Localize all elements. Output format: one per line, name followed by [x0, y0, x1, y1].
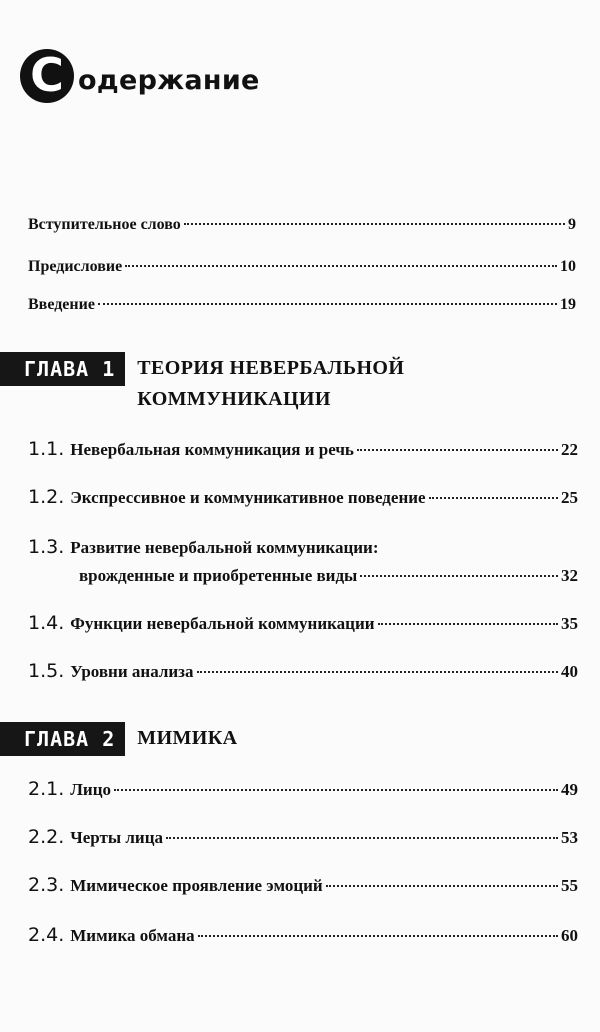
- leader-dots: [378, 623, 558, 625]
- chapter-title: [137, 723, 237, 756]
- toc-entry-label: Невербальная коммуникация и речь: [70, 440, 354, 459]
- title-initial-circle: [20, 49, 74, 103]
- leader-dots: [326, 885, 558, 887]
- toc-entry-page: 40: [561, 662, 578, 681]
- title-initial: С: [30, 47, 64, 102]
- toc-entry-page: 10: [560, 258, 576, 275]
- leader-dots: [198, 935, 558, 937]
- chapter-2-header[interactable]: [0, 722, 238, 756]
- toc-entry-page: 25: [561, 488, 578, 507]
- chapter-title-line: МИМИКА: [137, 727, 238, 749]
- toc-entry-2-3[interactable]: [28, 874, 578, 896]
- toc-entry-foreword[interactable]: [28, 216, 576, 234]
- toc-entry-label: Черты лица: [70, 828, 164, 847]
- toc-entry-label: Мимика обмана: [70, 926, 195, 945]
- toc-entry-label: Лицо: [70, 780, 112, 799]
- toc-entry-introduction[interactable]: [28, 296, 576, 314]
- leader-dots: [114, 789, 558, 791]
- leader-dots: [166, 837, 558, 839]
- chapter-1-header[interactable]: [0, 352, 404, 415]
- toc-entry-label: Предисловие: [28, 258, 123, 275]
- title-text: одержание: [78, 64, 260, 96]
- leader-dots: [429, 497, 558, 499]
- page-title: [20, 46, 260, 106]
- toc-entry-page: 35: [561, 614, 578, 633]
- section-number: 1.4.: [28, 612, 65, 634]
- toc-entry-1-4[interactable]: [28, 612, 578, 634]
- toc-entry-label: Введение: [28, 296, 95, 313]
- toc-entry-page: 32: [561, 566, 578, 585]
- toc-entry-label: Экспрессивное и коммуникативное поведение: [70, 488, 426, 507]
- toc-entry-label: Функции невербальной коммуникации: [70, 614, 375, 633]
- toc-entry-1-1[interactable]: [28, 438, 578, 460]
- toc-entry-page: 60: [561, 926, 578, 945]
- toc-entry-2-4[interactable]: [28, 924, 578, 946]
- leader-dots: [360, 575, 558, 577]
- toc-entry-label: Вступительное слово: [28, 216, 181, 233]
- section-number: 2.1.: [28, 778, 65, 800]
- section-number: 2.3.: [28, 874, 65, 896]
- chapter-title: [137, 353, 404, 415]
- toc-entry-1-5[interactable]: [28, 660, 578, 682]
- toc-entry-page: 22: [561, 440, 578, 459]
- leader-dots: [98, 303, 557, 305]
- toc-entry-label: Мимическое проявление эмоций: [70, 876, 323, 895]
- toc-entry-page: 49: [561, 780, 578, 799]
- toc-entry-1-3[interactable]: [28, 536, 578, 586]
- chapter-badge: ГЛАВА 2: [0, 722, 125, 756]
- toc-entry-label-line2: врожденные и приобретенные виды: [79, 566, 358, 585]
- toc-entry-2-2[interactable]: [28, 826, 578, 848]
- chapter-title-line: КОММУНИКАЦИИ: [137, 388, 331, 410]
- leader-dots: [357, 449, 558, 451]
- leader-dots: [184, 223, 565, 225]
- chapter-title-line: ТЕОРИЯ НЕВЕРБАЛЬНОЙ: [137, 357, 405, 379]
- toc-entry-1-2[interactable]: [28, 486, 578, 508]
- leader-dots: [197, 671, 558, 673]
- section-number: 1.3.: [28, 536, 65, 558]
- toc-entry-preface[interactable]: [28, 258, 576, 276]
- toc-entry-page: 55: [561, 876, 578, 895]
- section-number: 2.4.: [28, 924, 65, 946]
- section-number: 1.1.: [28, 438, 65, 460]
- toc-entry-label: Развитие невербальной коммуникации:: [70, 538, 379, 557]
- toc-entry-page: 53: [561, 828, 578, 847]
- section-number: 1.2.: [28, 486, 65, 508]
- toc-entry-page: 19: [560, 296, 576, 313]
- chapter-badge: ГЛАВА 1: [0, 352, 125, 386]
- toc-entry-page: 9: [568, 216, 576, 233]
- leader-dots: [125, 265, 557, 267]
- section-number: 2.2.: [28, 826, 65, 848]
- toc-entry-label: Уровни анализа: [70, 662, 194, 681]
- section-number: 1.5.: [28, 660, 65, 682]
- toc-entry-2-1[interactable]: [28, 778, 578, 800]
